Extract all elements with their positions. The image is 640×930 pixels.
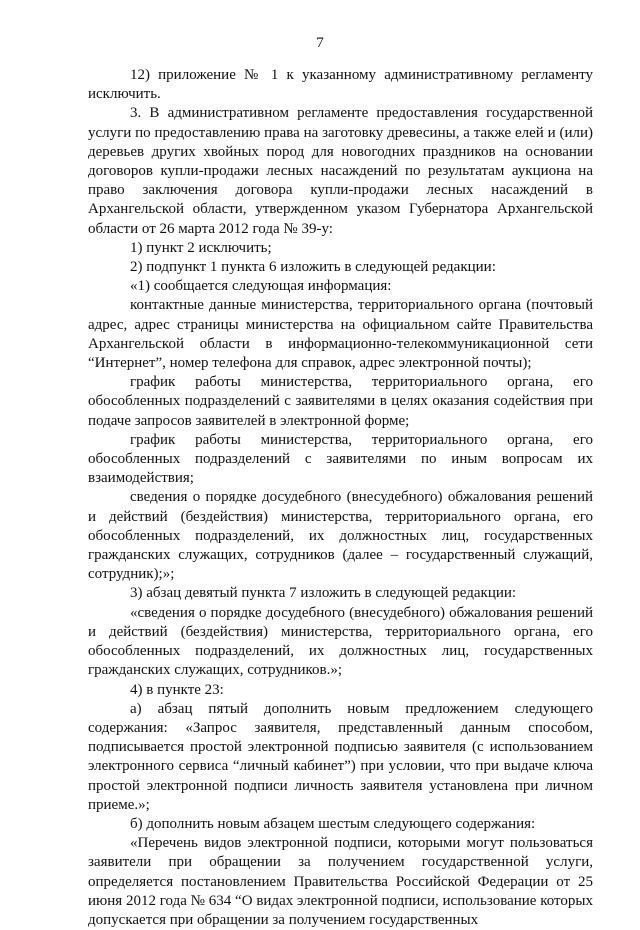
paragraph: а) абзац пятый дополнить новым предложением следующего содержания: «Запрос заявителя, представленный данным способом, подписывается простой электронной подписью заявителя (с использованием электронного сервиса “личный кабинет”) при условии, что при выдаче ключа простой электронной подписи личность заявителя установлена при личном приеме.»; [88, 700, 593, 813]
paragraph: 2) подпункт 1 пункта 6 изложить в следующей редакции: [130, 259, 496, 276]
paragraph: контактные данные министерства, территориального органа (почтовый адрес, адрес страницы министерства на официальном сайте Правительства Архангельской области в информационно-телекоммуникационной сети “Интернет”, номер телефона для справок, адрес электронной почты); [88, 297, 593, 372]
page-number: 7 [316, 35, 324, 51]
paragraph: график работы министерства, территориального органа, его обособленных подразделений с заявителями в целях оказания содействия при подаче запросов заявителей в электронной форме; [88, 374, 593, 429]
paragraph: 3. В административном регламенте предоставления государственной услуги по предоставлению права на заготовку древесины, а также елей и (или) деревьев других хвойных пород для новогодних праздников на основании договоров купли-продажи лесных насаждений по результатам аукциона на право заключения договора купли-продажи лесных насаждений в Архангельской области, утвержденном указом Губернатора Архангельской области от 26 марта 2012 года № 39-у: [88, 105, 593, 237]
paragraph: «Перечень видов электронной подписи, которыми могут пользоваться заявители при обращении за получением государственной услуги, определяется постановлением Правительства Российской Федерации от 25 июня 2012 года № 634 “О видах электронной подписи, использование которых допускается при обращении за получением государственных [88, 835, 593, 928]
paragraph: «сведения о порядке досудебного (внесудебного) обжалования решений и действий (бездействия) министерства, территориального органа, его обособленных подразделений, их должностных лиц, государственных гражданских служащих, сотрудников.»; [88, 604, 593, 679]
paragraph: сведения о порядке досудебного (внесудебного) обжалования решений и действий (бездействия) министерства, территориального органа, его обособленных подразделений, их должностных лиц, государственных гражданских служащих, сотрудников (далее – государственный служащий, сотрудник);»; [88, 489, 593, 583]
paragraph: б) дополнить новым абзацем шестым следующего содержания: [130, 815, 536, 832]
paragraph: 3) абзац девятый пункта 7 изложить в следующей редакции: [130, 585, 517, 602]
paragraph: 4) в пункте 23: [130, 681, 224, 698]
document-body [88, 66, 593, 930]
paragraph: график работы министерства, территориального органа, его обособленных подразделений с заявителями по иным вопросам их взаимодействия; [88, 431, 593, 487]
paragraph: 1) пункт 2 исключить; [130, 239, 272, 256]
paragraph: «1) сообщается следующая информация: [130, 278, 392, 295]
paragraph: 12) приложение № 1 к указанному административному регламенту исключить. [88, 67, 593, 103]
